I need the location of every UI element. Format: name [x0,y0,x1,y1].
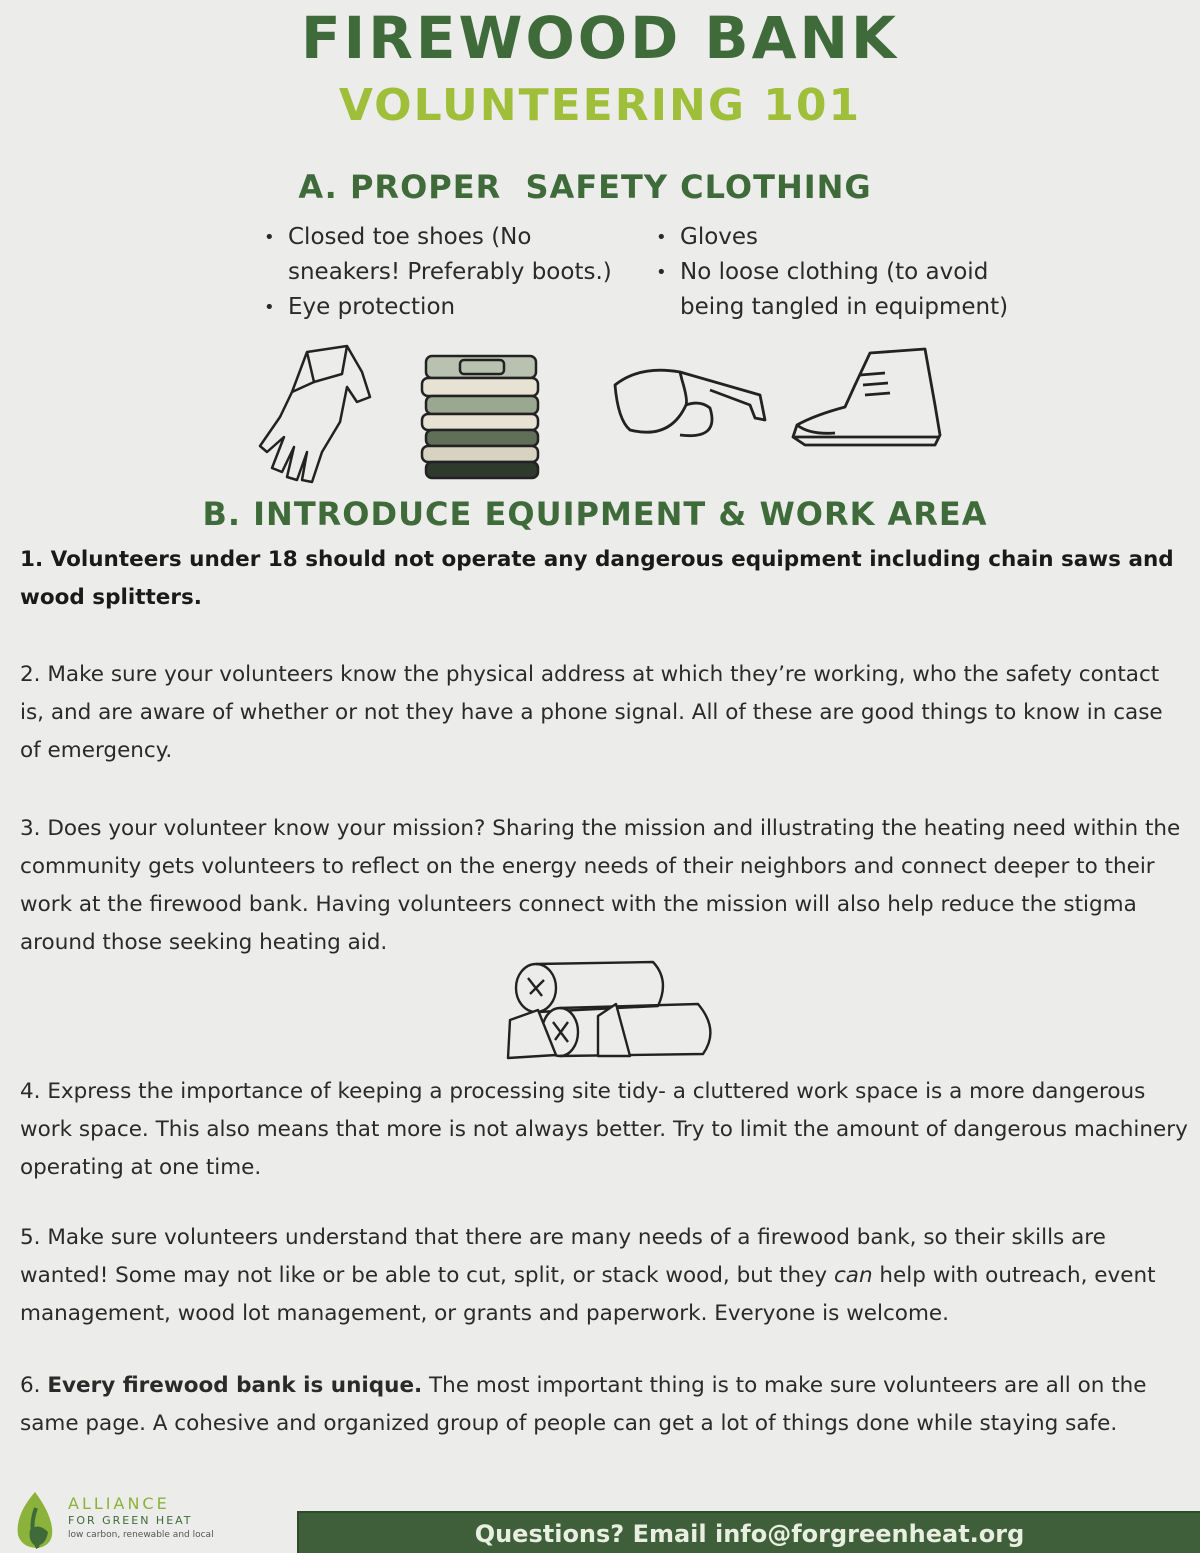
guideline-5 [20,1219,1190,1333]
boot-icon [785,345,950,455]
clothing-list-right [656,220,1036,325]
footer-contact-bar [297,1511,1200,1553]
list-item: • Eye protection [264,290,644,325]
page-subtitle: VOLUNTEERING 101 [338,80,862,131]
guideline-6-number: 6. [20,1373,48,1398]
guideline-6-bold: Every firewood bank is unique. [47,1373,423,1398]
glove-icon [252,342,377,487]
page-title: FIREWOOD BANK [301,4,899,72]
clothing-illustrations [250,340,950,490]
firewood-logs-icon [498,960,728,1065]
safety-glasses-icon [610,360,770,450]
guideline-6 [20,1367,1190,1443]
list-item: • Closed toe shoes (No sneakers! Preferably boots.) [264,220,644,290]
guideline-4: 4. Express the importance of keeping a processing site tidy- a cluttered work space is a more dangerous work space. This also means that more is not always better. Try to limit the amount of dangerous machinery operating at one time. [20,1079,1188,1180]
footer-contact-text: Questions? Email info@forgreenheat.org [474,1520,1025,1548]
section-b-heading: B. INTRODUCE EQUIPMENT & WORK AREA [202,495,988,533]
leaf-flame-icon [10,1490,60,1550]
guideline-5-text-a: 5. Make sure volunteers understand that there are many needs of a firewood bank, so their skills are wanted! Some may not like or be able to cut, split, or stack wood, but they [20,1225,1106,1288]
list-item: • No loose clothing (to avoid being tangled in equipment) [656,255,1036,325]
list-item: • Gloves [656,220,1036,255]
guideline-5-text-b: help with outreach, event management, wood lot management, or grants and paperwork. Everyone is welcome. [20,1263,1156,1326]
guideline-3: 3. Does your volunteer know your mission? Sharing the mission and illustrating the heating need within the community gets volunteers to reflect on the energy needs of their neighbors and connect deeper to their work at the firewood bank. Having volunteers connect with the mission will also help reduce the stigma around those seeking heating aid. [20,816,1181,955]
alliance-logo [10,1490,250,1550]
guideline-5-emphasis: can [833,1263,873,1288]
guideline-1: 1. Volunteers under 18 should not operate any dangerous equipment including chain saws and wood splitters. [20,547,1174,610]
logo-tagline: low carbon, renewable and local [68,1530,214,1540]
clothing-list-left [264,220,644,325]
folded-clothes-icon [418,348,543,483]
logo-name: ALLIANCE [68,1494,170,1513]
section-a-heading: A. PROPER SAFETY CLOTHING [298,168,872,206]
guideline-6-text: The most important thing is to make sure volunteers are all on the same page. A cohesive and organized group of people can get a lot of things done while staying safe. [20,1373,1147,1436]
logo-subtitle: FOR GREEN HEAT [68,1514,193,1527]
guideline-2: 2. Make sure your volunteers know the physical address at which they’re working, who the safety contact is, and are aware of whether or not they have a phone signal. All of these are good things to know in case of emergency. [20,662,1163,763]
